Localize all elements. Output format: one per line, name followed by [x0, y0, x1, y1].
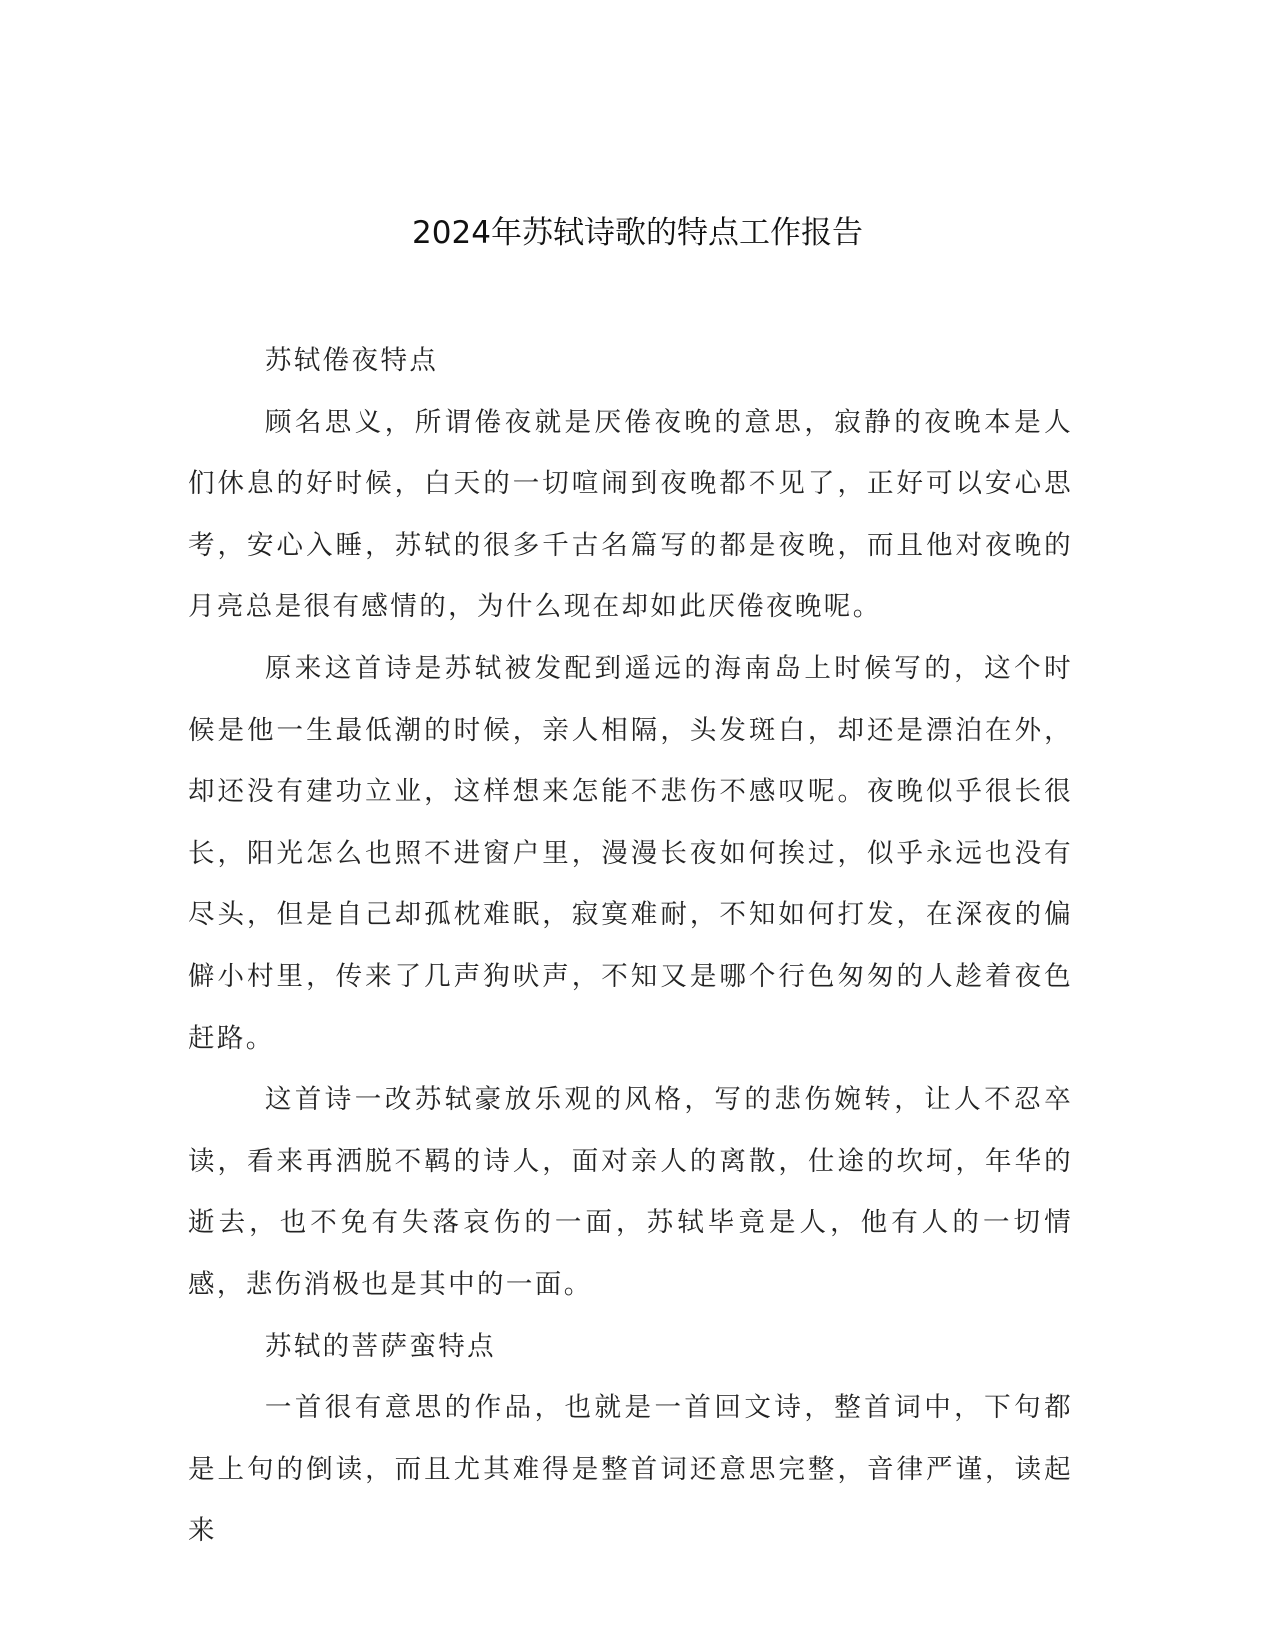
document-title: 2024年苏轼诗歌的特点工作报告	[412, 215, 863, 251]
document-body	[188, 330, 1073, 1562]
body-paragraph: 一首很有意思的作品，也就是一首回文诗，整首词中，下句都是上句的倒读，而且尤其难得是整首词还意思完整，音律严谨，读起来	[188, 1392, 1073, 1547]
body-paragraph: 原来这首诗是苏轼被发配到遥远的海南岛上时候写的，这个时候是他一生最低潮的时候，亲人相隔，头发斑白，却还是漂泊在外，却还没有建功立业，这样想来怎能不悲伤不感叹呢。夜晚似乎很长很长，阳光怎么也照不进窗户里，漫漫长夜如何挨过，似乎永远也没有尽头，但是自己却孤枕难眠，寂寞难耐，不知如何打发，在深夜的偏僻小村里，传来了几声狗吠声，不知又是哪个行色匆匆的人趁着夜色赶路。	[188, 652, 1073, 1054]
body-paragraph: 这首诗一改苏轼豪放乐观的风格，写的悲伤婉转，让人不忍卒读，看来再洒脱不羁的诗人，面对亲人的离散，仕途的坎坷，年华的逝去，也不免有失落哀伤的一面，苏轼毕竟是人，他有人的一切情感，悲伤消极也是其中的一面。	[188, 1084, 1073, 1300]
section-heading-juanye: 苏轼倦夜特点	[264, 345, 439, 376]
section-heading-pusaman: 苏轼的菩萨蛮特点	[264, 1330, 497, 1362]
body-paragraph: 顾名思义，所谓倦夜就是厌倦夜晚的意思，寂静的夜晚本是人们休息的好时候，白天的一切喧闹到夜晚都不见了，正好可以安心思考，安心入睡，苏轼的很多千古名篇写的都是夜晚，而且他对夜晚的月亮总是很有感情的，为什么现在却如此厌倦夜晚呢。	[188, 406, 1073, 623]
